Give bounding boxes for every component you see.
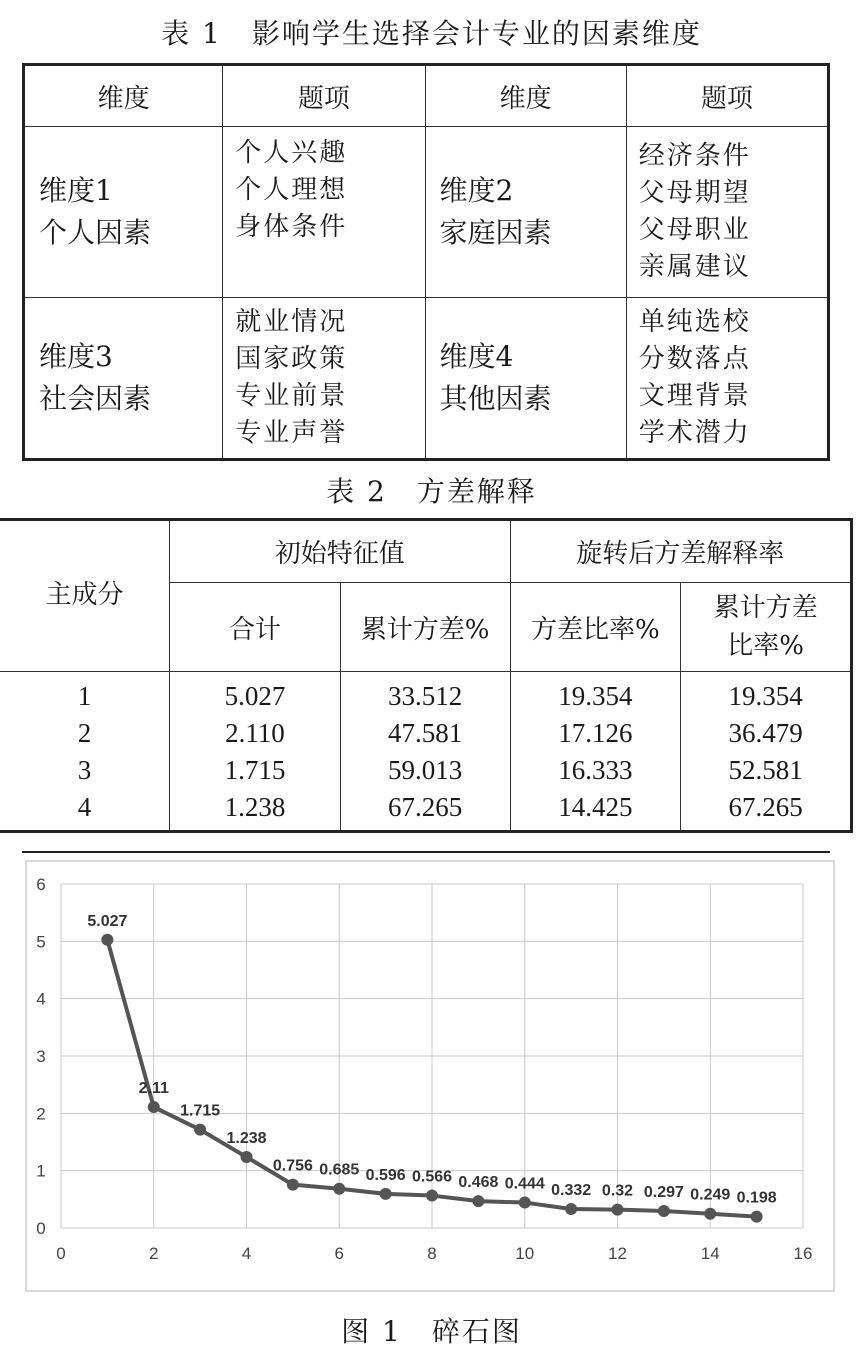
cell: 2.110 — [170, 715, 341, 752]
item: 文理背景 — [638, 381, 751, 411]
cell: 47.581 — [340, 715, 510, 752]
dimension-cell — [24, 298, 223, 460]
x-tick-label: 4 — [241, 1244, 252, 1263]
data-label: 0.249 — [690, 1186, 731, 1204]
cell: 14.425 — [510, 789, 681, 832]
item: 学术潜力 — [638, 418, 751, 448]
cell: 4 — [77, 792, 92, 822]
header-cumulative-ratio — [681, 583, 852, 672]
item: 分数落点 — [638, 344, 751, 374]
variance-explained-table — [0, 518, 853, 833]
data-label: 0.468 — [458, 1174, 499, 1192]
cell: 36.479 — [681, 715, 852, 752]
x-tick-label: 6 — [334, 1244, 344, 1263]
y-tick-label: 3 — [36, 1047, 46, 1066]
item: 就业情况 — [235, 307, 348, 337]
data-label: 1.238 — [226, 1130, 267, 1148]
item: 父母职业 — [638, 215, 751, 245]
figure-caption: 图 1 碎石图 — [341, 1315, 522, 1348]
y-tick-label: 5 — [36, 932, 46, 952]
y-tick-label: 1 — [36, 1161, 46, 1181]
data-point — [612, 1204, 624, 1216]
item: 经济条件 — [638, 141, 751, 171]
data-label: 0.332 — [551, 1181, 592, 1199]
header-line: 比率% — [727, 631, 804, 661]
cell: 19.354 — [681, 672, 852, 716]
data-label: 0.685 — [319, 1161, 360, 1179]
data-point — [519, 1197, 531, 1209]
header-rotated-variance: 旋转后方差解释率 — [510, 520, 851, 583]
data-label: 0.566 — [411, 1168, 453, 1186]
data-point — [101, 934, 113, 946]
table-row — [0, 752, 852, 789]
x-tick-label: 14 — [700, 1244, 720, 1263]
data-point — [472, 1195, 484, 1207]
data-label: 0.297 — [643, 1183, 684, 1201]
data-label: 0.32 — [601, 1182, 634, 1200]
x-tick-label: 2 — [149, 1244, 159, 1263]
x-tick-label: 12 — [608, 1244, 627, 1263]
data-label: 0.198 — [736, 1189, 777, 1207]
x-tick-label: 16 — [793, 1244, 813, 1263]
table1-caption: 表 1 影响学生选择会计专业的因素维度 — [161, 17, 702, 50]
data-point — [751, 1211, 763, 1223]
item: 个人兴趣 — [235, 138, 348, 168]
cell: 59.013 — [340, 752, 510, 789]
header-cumulative-variance: 累计方差% — [340, 583, 510, 672]
table-row — [0, 715, 852, 752]
header-line: 累计方差 — [713, 593, 818, 623]
cell: 3 — [77, 755, 92, 785]
data-point — [704, 1208, 716, 1220]
x-tick-label: 8 — [427, 1244, 437, 1263]
dimension-label: 维度1 — [39, 174, 113, 207]
table-row — [24, 298, 829, 460]
table2-caption: 表 2 方差解释 — [326, 475, 537, 508]
cell: 1.715 — [170, 752, 341, 789]
dimension-name: 其他因素 — [439, 382, 552, 415]
dimension-cell — [425, 298, 626, 460]
dimension-label: 维度3 — [39, 340, 113, 373]
data-label: 0.444 — [504, 1175, 545, 1193]
cell: 1 — [77, 681, 92, 711]
data-point — [658, 1205, 670, 1217]
y-tick-label: 6 — [36, 875, 46, 894]
table-row — [24, 127, 829, 298]
dimension-cell — [425, 127, 626, 298]
y-tick-label: 2 — [36, 1104, 46, 1124]
dimension-label: 维度2 — [439, 174, 514, 207]
item: 身体条件 — [235, 212, 348, 242]
item: 父母期望 — [638, 178, 751, 208]
dimension-name: 家庭因素 — [439, 216, 552, 249]
data-label: 0.756 — [272, 1157, 313, 1175]
cell: 33.512 — [340, 672, 510, 716]
data-point — [380, 1188, 392, 1200]
dimension-name: 个人因素 — [39, 216, 152, 249]
data-point — [241, 1151, 253, 1163]
cell: 67.265 — [681, 789, 852, 832]
cell: 5.027 — [170, 672, 341, 716]
data-point — [426, 1190, 438, 1202]
item: 单纯选校 — [638, 307, 751, 337]
factor-dimension-table — [22, 63, 830, 461]
cell: 2 — [77, 718, 92, 748]
header-items: 题项 — [223, 65, 425, 127]
cell: 16.333 — [510, 752, 681, 789]
header-component: 主成分 — [0, 520, 170, 672]
data-point — [287, 1179, 299, 1191]
x-tick-label: 10 — [515, 1244, 535, 1263]
cell: 52.581 — [681, 752, 852, 789]
data-point — [565, 1203, 577, 1215]
header-initial-eigenvalues: 初始特征值 — [170, 520, 510, 583]
dimension-cell — [24, 127, 223, 298]
header-dimension: 维度 — [24, 65, 223, 127]
data-point — [148, 1101, 160, 1113]
items-cell — [223, 298, 425, 460]
header-dimension: 维度 — [425, 65, 626, 127]
items-cell — [626, 127, 828, 298]
header-variance-ratio: 方差比率% — [510, 583, 681, 672]
table-header-row — [24, 65, 829, 127]
y-tick-label: 0 — [36, 1219, 46, 1238]
item: 专业前景 — [235, 381, 348, 411]
items-cell — [626, 298, 828, 460]
data-label: 0.596 — [365, 1166, 406, 1184]
dimension-name: 社会因素 — [39, 382, 152, 415]
figure-top-rule — [22, 851, 830, 853]
y-tick-label: 4 — [36, 989, 46, 1009]
item: 国家政策 — [235, 344, 348, 374]
table-row — [0, 672, 852, 716]
cell: 1.238 — [170, 789, 341, 832]
items-cell — [223, 127, 425, 298]
cell: 17.126 — [510, 715, 681, 752]
data-point — [333, 1183, 345, 1195]
dimension-label: 维度4 — [439, 340, 514, 373]
table-header-row — [0, 520, 852, 583]
data-label: 1.715 — [180, 1102, 221, 1120]
scree-plot — [0, 855, 863, 1295]
data-point — [194, 1124, 206, 1136]
cell: 19.354 — [510, 672, 681, 716]
data-label: 5.027 — [87, 912, 128, 930]
header-items: 题项 — [626, 65, 828, 127]
table-row — [0, 789, 852, 832]
item: 亲属建议 — [638, 252, 751, 282]
header-total: 合计 — [170, 583, 341, 672]
item: 专业声誉 — [235, 418, 348, 448]
cell: 67.265 — [340, 789, 510, 832]
item: 个人理想 — [235, 175, 348, 205]
data-label: 2.11 — [138, 1080, 169, 1098]
x-tick-label: 0 — [56, 1244, 66, 1263]
